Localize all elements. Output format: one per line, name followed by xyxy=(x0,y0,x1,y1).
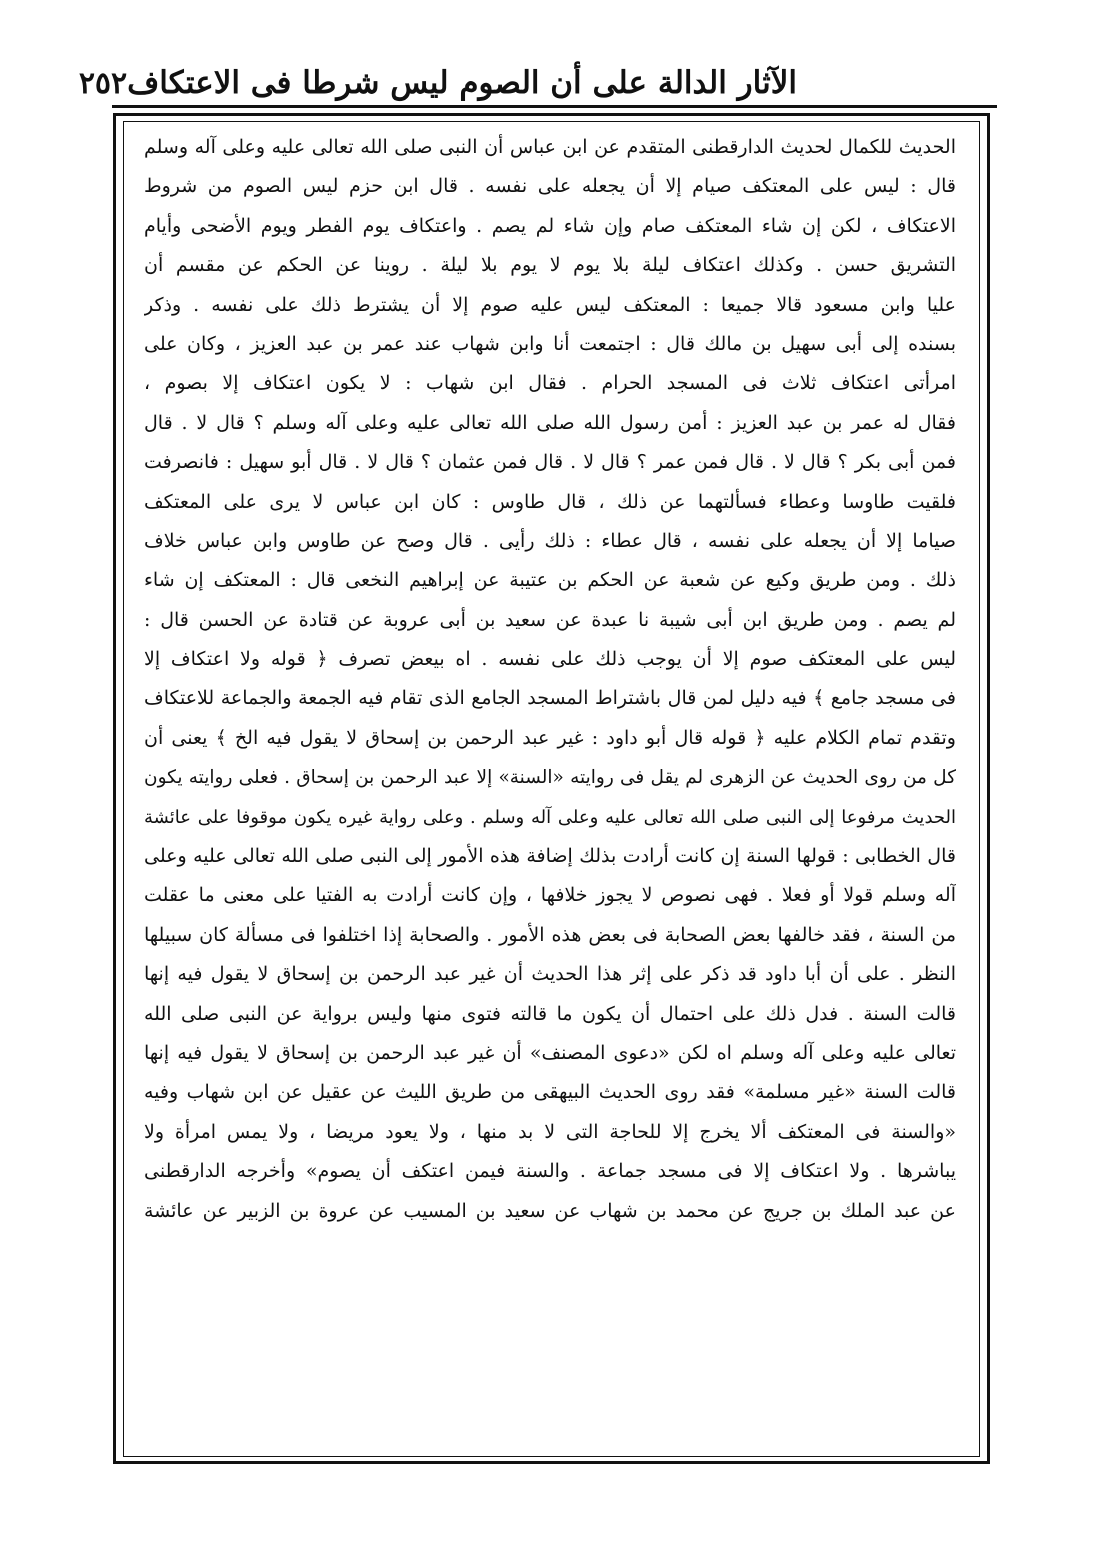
text-line: قالت السنة . فدل ذلك على احتمال أن يكون ما قالته فتوى منها وليس برواية عن النبى صلى الله xyxy=(144,1002,956,1025)
text-line: آله وسلم قولا أو فعلا . فهى نصوص لا يجوز خلافها ، وإن كانت أرادت به الفتيا على معنى ما عقلت xyxy=(144,884,956,907)
text-line: يباشرها . ولا اعتكاف إلا فى مسجد جماعة . والسنة فيمن اعتكف أن يصوم» وأخرجه الدارقطنى xyxy=(144,1160,956,1183)
text-line: من السنة ، فقد خالفها بعض الصحابة فى بعض هذه الأمور . والصحابة إذا اختلفوا فى مسألة كان سبيلها xyxy=(144,923,956,946)
text-line: كل من روى الحديث عن الزهرى لم يقل فى روايته «السنة» إلا عبد الرحمن بن إسحاق . فعلى روايته يكون xyxy=(144,767,956,789)
text-line: فلقيت طاوسا وعطاء فسألتهما عن ذلك ، قال طاوس : كان ابن عباس لا يرى على المعتكف xyxy=(144,490,956,513)
text-line: قالت السنة «غير مسلمة» فقد روى الحديث البيهقى من طريق الليث عن عقيل عن ابن شهاب وفيه xyxy=(144,1081,956,1104)
running-title: الآثار الدالة على أن الصوم ليس شرطا فى الاعتكاف xyxy=(127,65,797,101)
text-line: فمن أبى بكر ؟ قال لا . قال فمن عمر ؟ قال لا . قال فمن عثمان ؟ قال لا . قال أبو سهيل : فانصرفت xyxy=(144,451,956,474)
text-line: عليا وابن مسعود قالا جميعا : المعتكف ليس عليه صوم إلا أن يشترط ذلك على نفسه . وذكر xyxy=(144,293,956,316)
page-header xyxy=(78,60,997,106)
text-line: قال الخطابى : قولها السنة إن كانت أرادت بذلك إضافة هذه الأمور إلى النبى صلى الله تعالى عليه وعلى xyxy=(144,845,956,868)
text-line: بسنده إلى أبى سهيل بن مالك قال : اجتمعت أنا وابن شهاب عند عمر بن عبد العزيز ، وكان على xyxy=(144,332,956,355)
text-line: الحديث للكمال لحديث الدارقطنى المتقدم عن ابن عباس أن النبى صلى الله تعالى عليه وعلى آله وسلم xyxy=(144,136,956,158)
text-line: النظر . على أن أبا داود قد ذكر على إثر هذا الحديث أن غير عبد الرحمن بن إسحاق لا يقول فيه إنها xyxy=(144,963,956,986)
text-line: ليس على المعتكف صوم إلا أن يوجب ذلك على نفسه . اه بيعض تصرف ﴿ قوله ولا اعتكاف إلا xyxy=(144,648,956,671)
text-line: «والسنة فى المعتكف ألا يخرج إلا للحاجة التى لا بد منها ، ولا يعود مريضا ، ولا يمس امرأة ولا xyxy=(144,1120,956,1143)
text-line: الاعتكاف ، لكن إن شاء المعتكف صام وإن شاء لم يصم . واعتكاف يوم الفطر ويوم الأضحى وأيام xyxy=(144,214,956,237)
page-number: ٢٥٢ xyxy=(78,65,128,101)
text-line: عن عبد الملك بن جريج عن محمد بن شهاب عن سعيد بن المسيب عن عروة بن الزبير عن عائشة xyxy=(144,1199,956,1222)
text-line: فقال له عمر بن عبد العزيز : أمن رسول الله صلى الله تعالى عليه وعلى آله وسلم ؟ قال لا . قال xyxy=(144,411,956,434)
text-line: وتقدم تمام الكلام عليه ﴿ قوله قال أبو داود : غير عبد الرحمن بن إسحاق لا يقول فيه الخ ﴾ يعنى أن xyxy=(144,726,956,749)
text-line: فى مسجد جامع ﴾ فيه دليل لمن قال باشتراط المسجد الجامع الذى تقام فيه الجمعة والجماعة للاعتكاف xyxy=(144,687,956,710)
main-text-body xyxy=(144,128,956,1450)
text-line: لم يصم . ومن طريق ابن أبى شيبة نا عبدة عن سعيد بن أبى عروبة عن قتادة عن الحسن قال : xyxy=(144,608,956,631)
text-line: تعالى عليه وعلى آله وسلم اه لكن «دعوى المصنف» أن غير عبد الرحمن بن إسحاق لا يقول فيه إنها xyxy=(144,1041,956,1064)
header-rule xyxy=(112,105,997,108)
text-line: ذلك . ومن طريق وكيع عن شعبة عن الحكم بن عتيبة عن إبراهيم النخعى قال : المعتكف إن شاء xyxy=(144,569,956,592)
text-line: الحديث مرفوعا إلى النبى صلى الله تعالى عليه وعلى آله وسلم . وعلى رواية غيره يكون موقوفا على عائشة xyxy=(144,806,956,828)
text-line: قال : ليس على المعتكف صيام إلا أن يجعله على نفسه . قال ابن حزم ليس الصوم من شروط xyxy=(144,175,956,198)
text-line: امرأتى اعتكاف ثلاث فى المسجد الحرام . فقال ابن شهاب : لا يكون اعتكاف إلا بصوم ، xyxy=(144,372,956,395)
text-line: صياما إلا أن يجعله على نفسه ، قال عطاء : ذلك رأيى . قال وصح عن طاوس وابن عباس خلاف xyxy=(144,529,956,552)
text-line: التشريق حسن . وكذلك اعتكاف ليلة بلا يوم لا يوم بلا ليلة . روينا عن الحكم عن مقسم أن xyxy=(144,254,956,277)
